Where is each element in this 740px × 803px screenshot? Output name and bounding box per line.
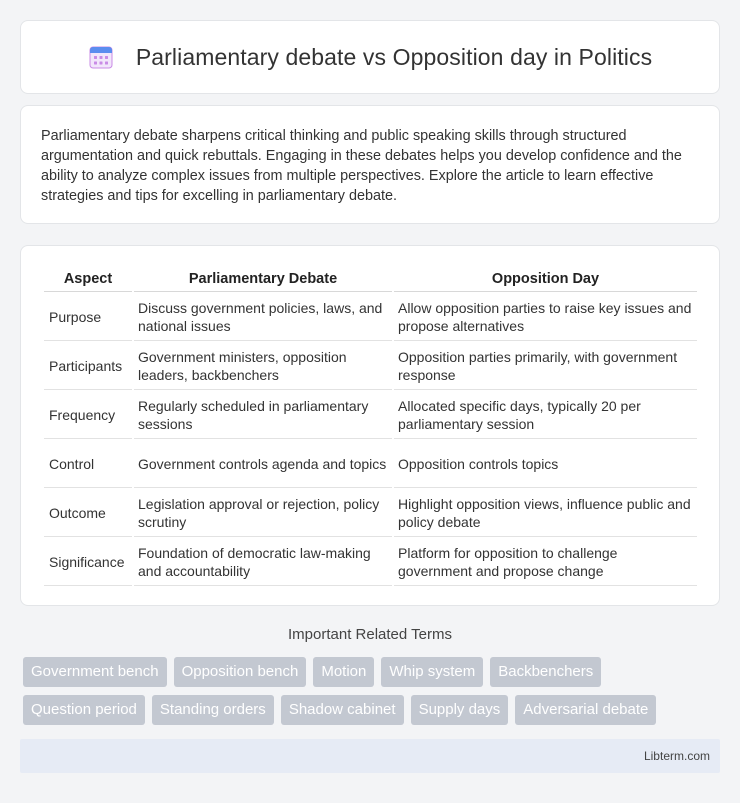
- tag-supply-days[interactable]: Supply days: [411, 695, 509, 725]
- table-header-row: [44, 267, 697, 292]
- title-card: [20, 20, 720, 94]
- aspect-cell: Frequency: [44, 392, 132, 439]
- opposition-day-cell: Opposition parties primarily, with government response: [394, 343, 697, 390]
- calendar-icon: [88, 44, 114, 70]
- tag-row: [23, 695, 723, 725]
- table-row: [44, 343, 697, 390]
- table-row: [44, 294, 697, 341]
- parliamentary-debate-cell: Government ministers, opposition leaders, backbenchers: [134, 343, 392, 390]
- related-terms-title: Important Related Terms: [288, 626, 452, 643]
- tag-shadow-cabinet[interactable]: Shadow cabinet: [281, 695, 404, 725]
- opposition-day-cell: Allocated specific days, typically 20 per parliamentary session: [394, 392, 697, 439]
- aspect-cell: Control: [44, 441, 132, 488]
- footer: [20, 739, 720, 773]
- tag-backbenchers[interactable]: Backbenchers: [490, 657, 601, 687]
- opposition-day-cell: Allow opposition parties to raise key issues and propose alternatives: [394, 294, 697, 341]
- table-row: [44, 392, 697, 439]
- parliamentary-debate-cell: Government controls agenda and topics: [134, 441, 392, 488]
- intro-card: [20, 105, 720, 224]
- table-row: [44, 490, 697, 537]
- opposition-day-cell: Opposition controls topics: [394, 441, 697, 488]
- tag-government-bench[interactable]: Government bench: [23, 657, 167, 687]
- intro-text: Parliamentary debate sharpens critical thinking and public speaking skills through structured argumentation and quick rebuttals. Engaging in these debates helps you develop confidence and the ability to analyze complex issues from multiple perspectives. Explore the article to learn effective strategies and tips for excelling in parliamentary debate.: [41, 128, 682, 204]
- parliamentary-debate-cell: Legislation approval or rejection, policy scrutiny: [134, 490, 392, 537]
- aspect-cell: Participants: [44, 343, 132, 390]
- opposition-day-cell: Platform for opposition to challenge government and propose change: [394, 539, 697, 586]
- page-title: Parliamentary debate vs Opposition day in Politics: [135, 43, 653, 70]
- table-row: [44, 539, 697, 586]
- parliamentary-debate-cell: Foundation of democratic law-making and accountability: [134, 539, 392, 586]
- header-aspect: Aspect: [44, 267, 132, 292]
- comparison-table: [42, 265, 699, 588]
- tag-question-period[interactable]: Question period: [23, 695, 145, 725]
- aspect-cell: Purpose: [44, 294, 132, 341]
- tag-opposition-bench[interactable]: Opposition bench: [174, 657, 307, 687]
- parliamentary-debate-cell: Discuss government policies, laws, and national issues: [134, 294, 392, 341]
- comparison-table-card: [20, 245, 720, 606]
- header-parliamentary-debate: Parliamentary Debate: [134, 267, 392, 292]
- parliamentary-debate-cell: Regularly scheduled in parliamentary sessions: [134, 392, 392, 439]
- tag-standing-orders[interactable]: Standing orders: [152, 695, 274, 725]
- table-row: [44, 441, 697, 488]
- tag-adversarial-debate[interactable]: Adversarial debate: [515, 695, 656, 725]
- aspect-cell: Outcome: [44, 490, 132, 537]
- related-terms-list: [23, 657, 723, 733]
- aspect-cell: Significance: [44, 539, 132, 586]
- tag-whip-system[interactable]: Whip system: [381, 657, 483, 687]
- header-opposition-day: Opposition Day: [394, 267, 697, 292]
- tag-motion[interactable]: Motion: [313, 657, 374, 687]
- tag-row: [23, 657, 723, 687]
- opposition-day-cell: Highlight opposition views, influence public and policy debate: [394, 490, 697, 537]
- footer-site-link[interactable]: Libterm.com: [643, 749, 710, 763]
